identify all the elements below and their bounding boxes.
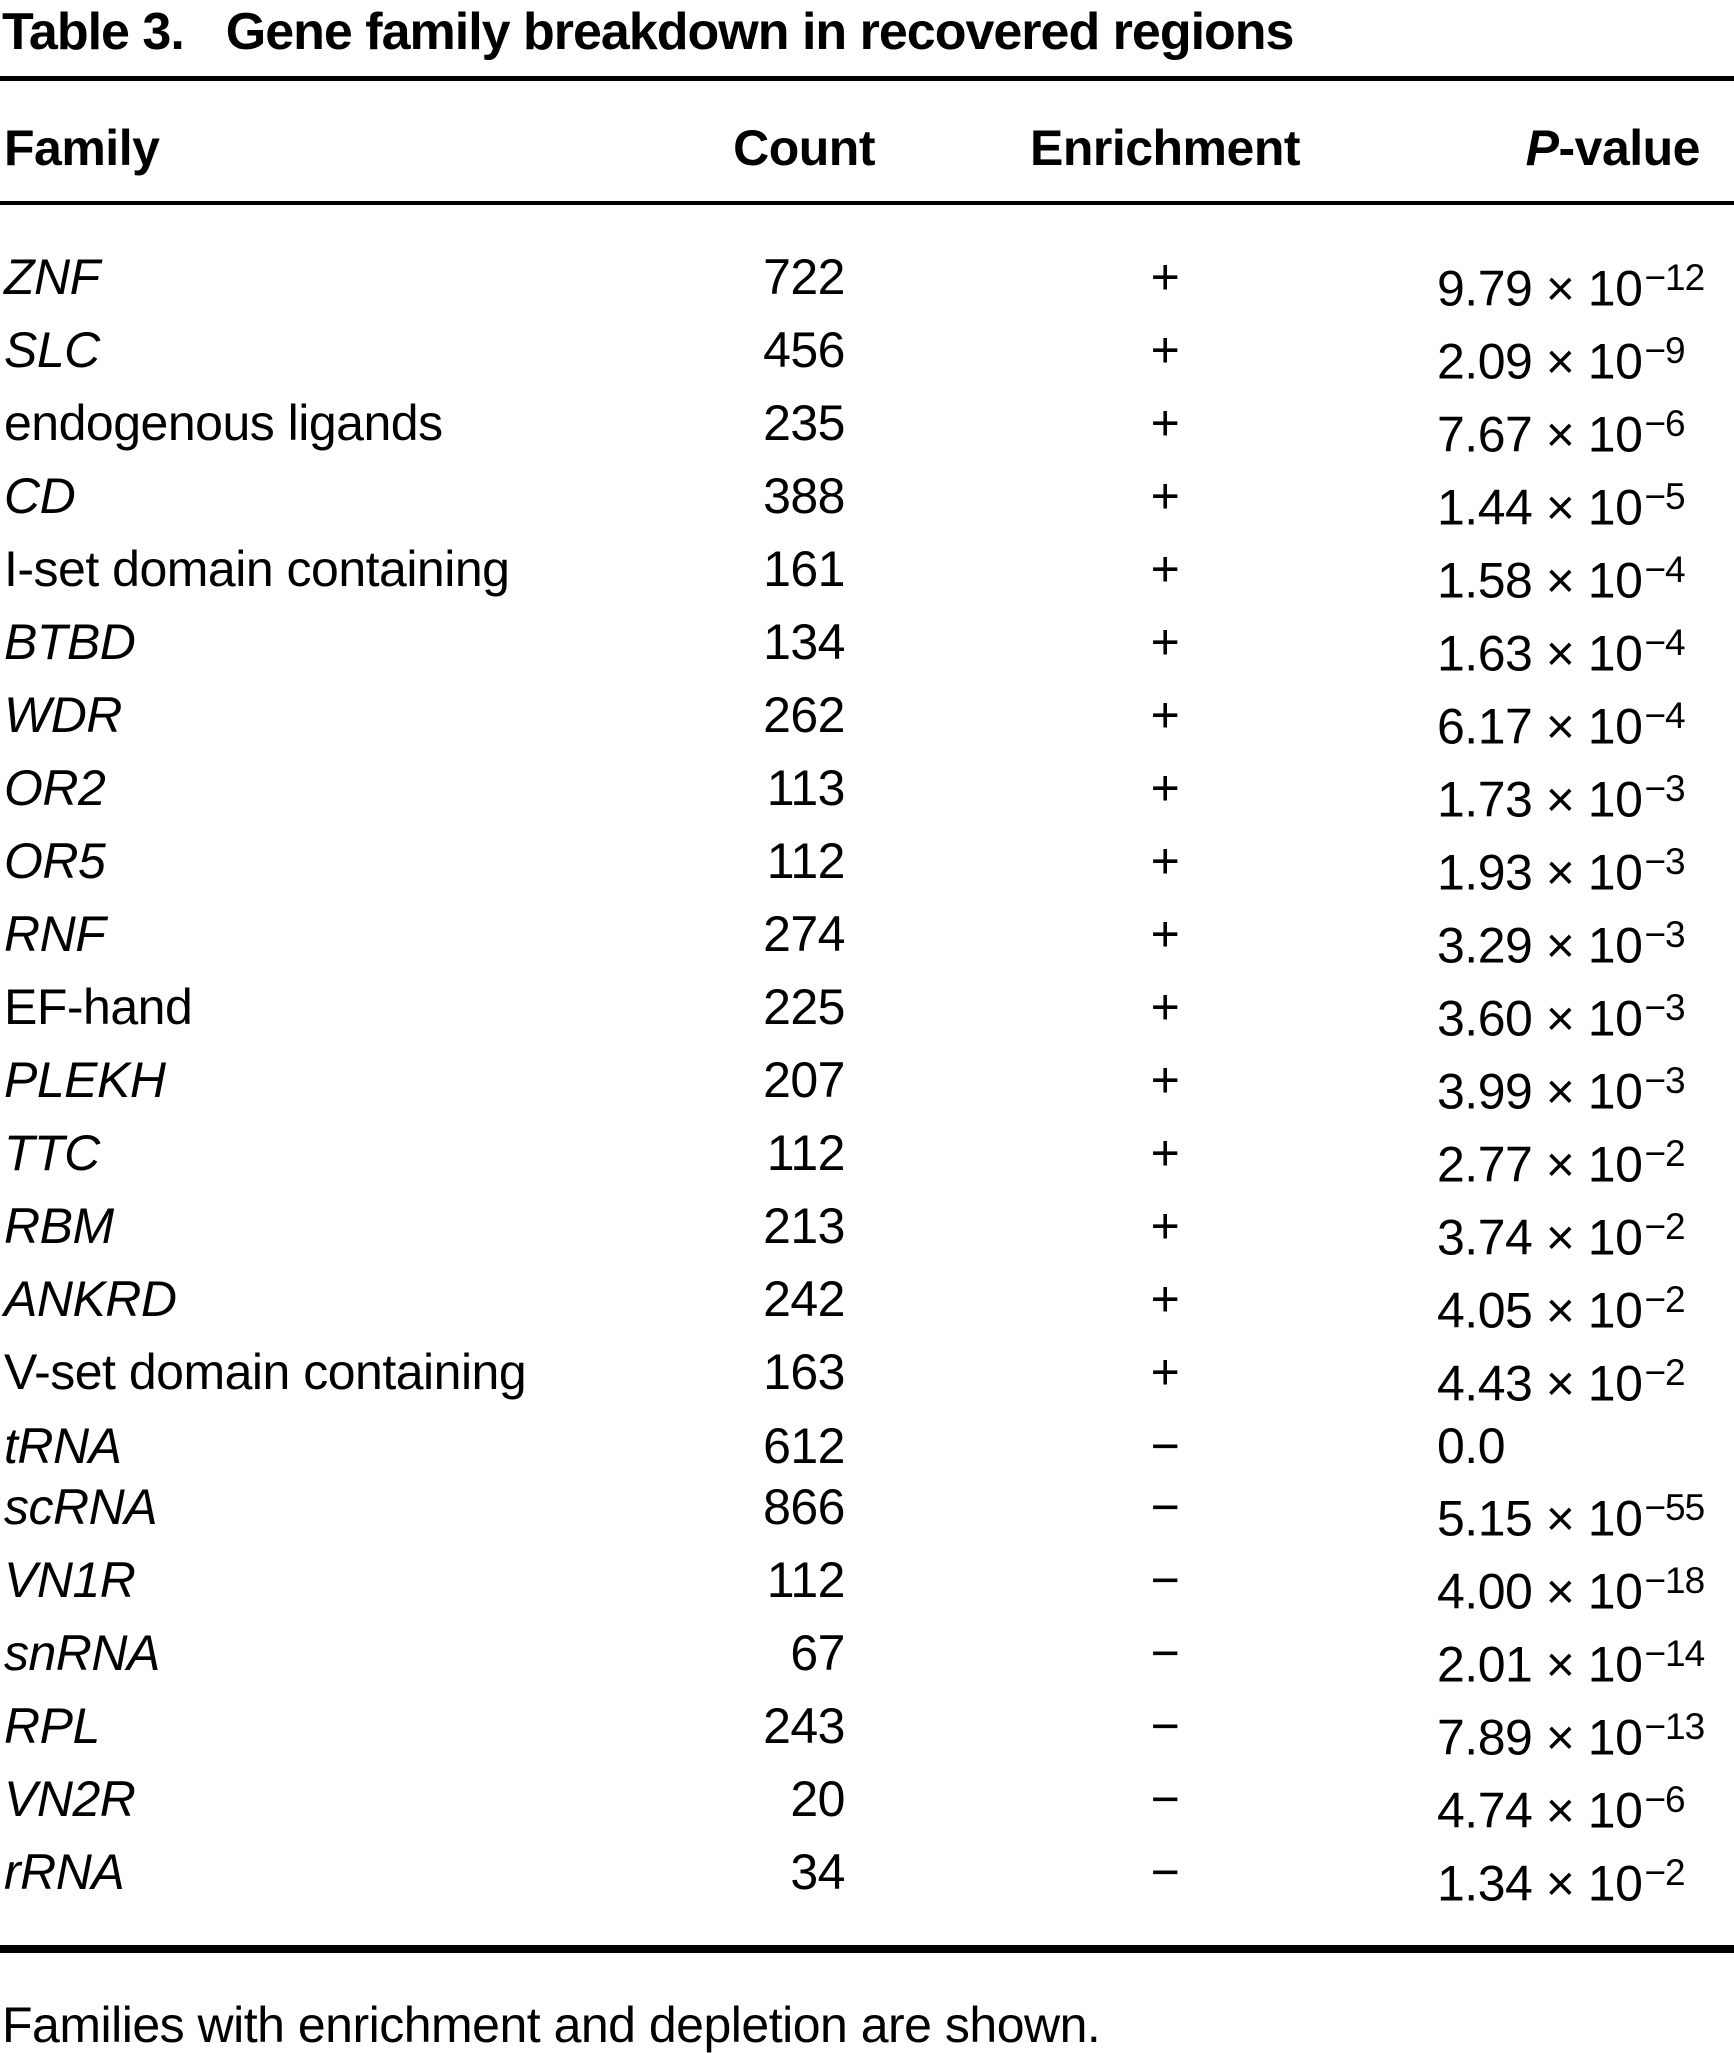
pvalue-cell [1325,1050,1734,1123]
count-cell: 722 [763,249,845,305]
count-cell: 274 [763,906,845,963]
table-body [0,205,1734,1915]
pvalue-base: 2.77 × 10 [1437,1136,1643,1193]
family-cell: V-set domain containing [4,1344,527,1401]
pvalue-exponent: −12 [1644,257,1705,298]
pvalue-base: 5.15 × 10 [1437,1490,1643,1547]
family-cell: ZNF [4,249,100,305]
enrichment-cell: − [1150,1479,1180,1535]
enrichment-cell: + [1150,1271,1180,1328]
family-cell: SLC [4,322,100,379]
table-title [0,0,1734,62]
col-header-family: Family [4,120,160,176]
table-row [0,539,1734,612]
count-cell: 262 [763,687,845,744]
pvalue-exponent: −2 [1644,1206,1685,1248]
pvalue-exponent: −2 [1644,1852,1685,1894]
pvalue-base: 3.99 × 10 [1437,1063,1643,1120]
enrichment-cell: + [1150,1198,1180,1255]
count-cell: 112 [766,1552,845,1609]
table-row [0,320,1734,393]
table-row [0,1342,1734,1415]
pvalue-cell [1325,393,1734,466]
pvalue-header-rest: -value [1558,120,1700,176]
enrichment-cell: + [1150,1344,1180,1401]
pvalue-exponent: −14 [1644,1633,1705,1675]
family-cell: BTBD [4,614,136,671]
pvalue-cell [1325,977,1734,1050]
table-title-text: Gene family breakdown in recovered regions [225,3,1294,61]
table-number-label: Table 3. [2,3,184,61]
count-cell: 388 [763,468,845,525]
family-cell: VN2R [4,1771,136,1828]
pvalue-cell [1325,1550,1734,1623]
family-cell: TTC [4,1125,100,1182]
top-rule [0,76,1734,81]
enrichment-cell: − [1150,1771,1180,1828]
table-row [0,1196,1734,1269]
pvalue-cell [1325,1623,1734,1696]
enrichment-cell: + [1150,395,1180,452]
pvalue-exponent: −3 [1644,768,1685,810]
table-row [0,831,1734,904]
pvalue-cell [1325,539,1734,612]
pvalue-exponent: −2 [1644,1279,1685,1321]
enrichment-cell: + [1150,614,1180,671]
table-row [0,247,1734,320]
table-row [0,1623,1734,1696]
family-cell: RPL [4,1698,100,1755]
table-row [0,1842,1734,1915]
table-row [0,1477,1734,1550]
pvalue-exponent: −2 [1644,1133,1685,1175]
table-row [0,758,1734,831]
pvalue-exponent: −3 [1644,1060,1685,1102]
count-cell: 225 [763,979,845,1036]
pvalue-cell [1325,1342,1734,1415]
pvalue-cell [1325,1477,1734,1550]
bottom-rule [0,1945,1734,1953]
family-cell: RBM [4,1198,114,1255]
pvalue-exponent: −2 [1644,1352,1685,1394]
pvalue-base: 9.79 × 10 [1437,260,1643,317]
enrichment-cell: + [1150,541,1180,598]
pvalue-base: 0.0 [1437,1417,1506,1474]
pvalue-exponent: −6 [1644,1779,1685,1821]
pvalue-cell [1325,320,1734,393]
enrichment-cell: + [1150,1052,1180,1109]
pvalue-base: 1.93 × 10 [1437,844,1643,901]
pvalue-exponent: −6 [1644,403,1685,445]
enrichment-cell: + [1150,760,1180,817]
pvalue-cell [1325,904,1734,977]
family-cell: EF-hand [4,979,193,1036]
col-header-pvalue [1325,117,1734,179]
pvalue-base: 1.44 × 10 [1437,479,1643,536]
pvalue-cell [1325,1842,1734,1915]
table-row [0,612,1734,685]
pvalue-exponent: −55 [1644,1487,1705,1528]
table-row [0,904,1734,977]
family-cell: snRNA [4,1625,160,1682]
table-row [0,393,1734,466]
count-cell: 213 [763,1198,845,1255]
enrichment-cell: − [1150,1698,1180,1755]
count-cell: 34 [790,1844,845,1901]
pvalue-base: 3.74 × 10 [1437,1209,1643,1266]
pvalue-cell [1325,612,1734,685]
enrichment-cell: + [1150,833,1180,890]
pvalue-exponent: −3 [1644,914,1685,956]
family-cell: I-set domain containing [4,541,510,598]
pvalue-base: 1.73 × 10 [1437,771,1643,828]
count-cell: 20 [790,1771,845,1828]
enrichment-cell: + [1150,687,1180,744]
pvalue-cell [1325,1196,1734,1269]
pvalue-base: 3.29 × 10 [1437,917,1643,974]
table-header-row [0,117,1734,179]
count-cell: 112 [766,833,845,890]
table-row [0,1416,1734,1478]
pvalue-exponent: −4 [1644,549,1685,591]
pvalue-header-italic-p: P [1525,120,1559,176]
pvalue-cell [1325,831,1734,904]
table-footnote: Families with enrichment and depletion are shown. [2,1997,1101,2053]
table-row [0,1769,1734,1842]
pvalue-base: 4.74 × 10 [1437,1782,1643,1839]
count-cell: 113 [766,760,845,817]
pvalue-cell [1325,758,1734,831]
pvalue-exponent: −4 [1644,695,1685,737]
family-cell: RNF [4,906,106,963]
count-cell: 612 [763,1417,845,1474]
col-header-count: Count [733,120,875,176]
pvalue-base: 4.05 × 10 [1437,1282,1643,1339]
pvalue-exponent: −13 [1644,1706,1705,1748]
pvalue-base: 2.01 × 10 [1437,1636,1643,1693]
table-row [0,466,1734,539]
pvalue-exponent: −4 [1644,622,1685,664]
count-cell: 161 [763,541,845,598]
pvalue-cell [1325,685,1734,758]
enrichment-cell: + [1150,1125,1180,1182]
family-cell: CD [4,468,76,525]
count-cell: 112 [766,1125,845,1182]
count-cell: 67 [790,1625,845,1682]
family-cell: WDR [4,687,122,744]
pvalue-cell [1325,1696,1734,1769]
count-cell: 163 [763,1344,845,1401]
pvalue-base: 2.09 × 10 [1437,333,1643,390]
table-row [0,1696,1734,1769]
pvalue-cell [1325,466,1734,539]
enrichment-cell: + [1150,322,1180,379]
table-row [0,1123,1734,1196]
pvalue-exponent: −5 [1644,476,1685,518]
pvalue-cell [1325,1769,1734,1842]
count-cell: 243 [763,1698,845,1755]
pvalue-cell [1325,247,1734,320]
family-cell: ANKRD [4,1271,177,1328]
family-cell: endogenous ligands [4,395,443,452]
enrichment-cell: − [1150,1844,1180,1901]
pvalue-cell [1325,1269,1734,1342]
family-cell: rRNA [4,1844,125,1901]
pvalue-base: 6.17 × 10 [1437,698,1643,755]
pvalue-exponent: −3 [1644,841,1685,883]
pvalue-base: 7.89 × 10 [1437,1709,1643,1766]
enrichment-cell: + [1150,906,1180,963]
family-cell: OR5 [4,833,106,890]
pvalue-base: 1.58 × 10 [1437,552,1643,609]
family-cell: scRNA [4,1479,158,1535]
pvalue-exponent: −9 [1644,330,1685,372]
enrichment-cell: − [1150,1552,1180,1609]
enrichment-cell: + [1150,249,1180,305]
pvalue-cell [1325,1416,1734,1478]
enrichment-cell: − [1150,1417,1180,1474]
count-cell: 207 [763,1052,845,1109]
family-cell: tRNA [4,1417,122,1474]
family-cell: OR2 [4,760,106,817]
table-row [0,685,1734,758]
pvalue-base: 1.34 × 10 [1437,1855,1643,1912]
family-cell: VN1R [4,1552,136,1609]
count-cell: 866 [763,1479,845,1535]
table-row [0,1269,1734,1342]
col-header-enrichment: Enrichment [1029,120,1301,176]
pvalue-exponent: −18 [1644,1560,1705,1602]
enrichment-cell: + [1150,979,1180,1036]
table-row [0,1050,1734,1123]
pvalue-base: 7.67 × 10 [1437,406,1643,463]
table-row [0,977,1734,1050]
pvalue-base: 4.00 × 10 [1437,1563,1643,1620]
pvalue-cell [1325,1123,1734,1196]
pvalue-base: 1.63 × 10 [1437,625,1643,682]
enrichment-cell: + [1150,468,1180,525]
count-cell: 235 [763,395,845,452]
count-cell: 242 [763,1271,845,1328]
pvalue-base: 3.60 × 10 [1437,990,1643,1047]
count-cell: 456 [763,322,845,379]
count-cell: 134 [763,614,845,671]
enrichment-cell: − [1150,1625,1180,1682]
pvalue-exponent: −3 [1644,987,1685,1029]
family-cell: PLEKH [4,1052,166,1109]
pvalue-base: 4.43 × 10 [1437,1356,1643,1412]
table-row [0,1550,1734,1623]
